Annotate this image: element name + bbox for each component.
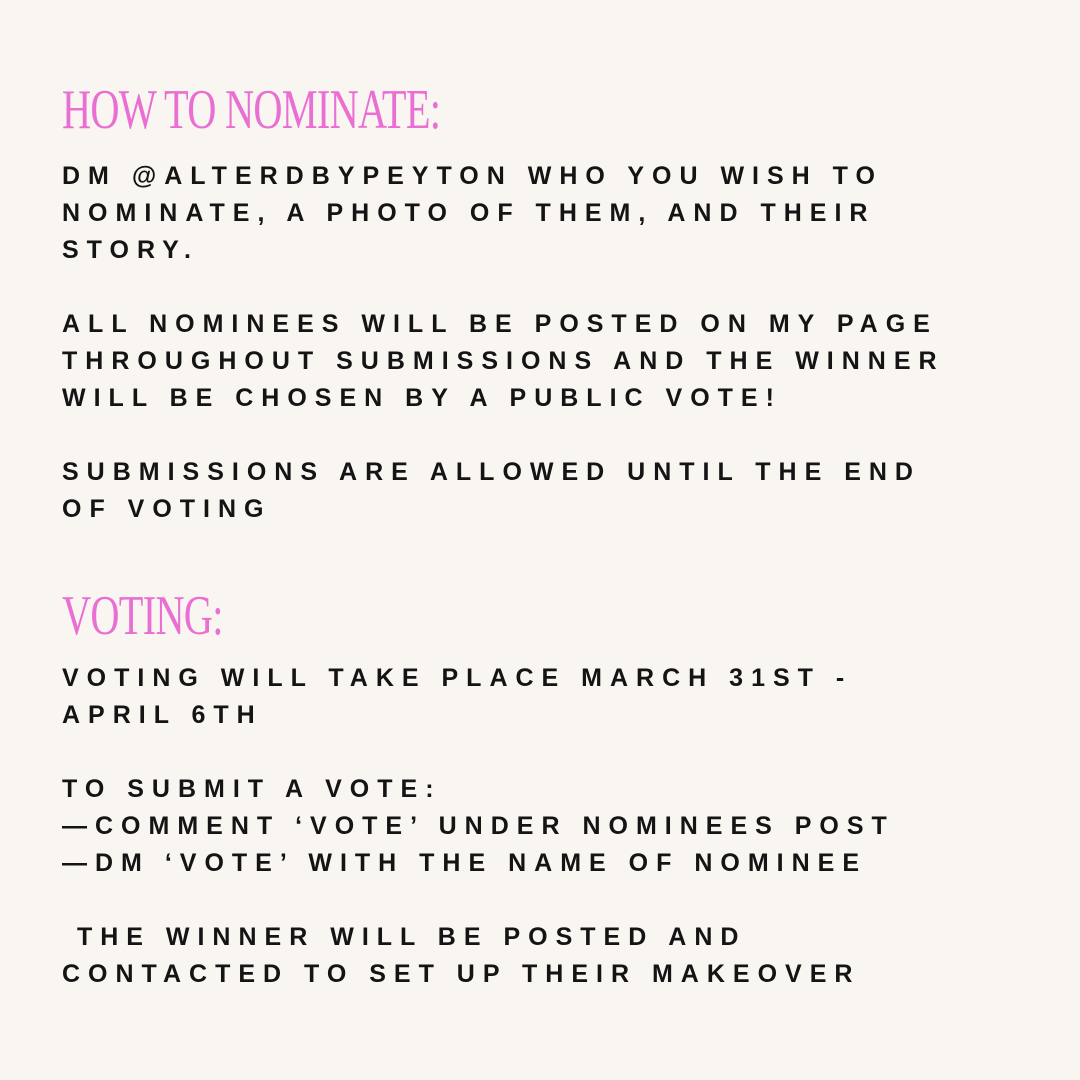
- submissions-deadline-line: OF VOTING: [62, 495, 272, 523]
- winner-announcement-line: THE WINNER WILL BE POSTED AND: [62, 923, 747, 951]
- submit-vote-line: —COMMENT ‘VOTE’ UNDER NOMINEES POST: [62, 812, 895, 840]
- nominate-instruction-line: NOMINATE, A PHOTO OF THEM, AND THEIR: [62, 199, 876, 227]
- voting-dates-line: VOTING WILL TAKE PLACE MARCH 31ST -: [62, 664, 853, 692]
- how-to-nominate-heading: HOW TO NOMINATE:: [62, 79, 441, 141]
- nominate-instruction-line: DM @ALTERDBYPEYTON WHO YOU WISH TO: [62, 162, 883, 190]
- voting-heading: VOTING:: [62, 585, 223, 647]
- submit-vote-line: —DM ‘VOTE’ WITH THE NAME OF NOMINEE: [62, 849, 867, 877]
- nominees-posted-line: WILL BE CHOSEN BY A PUBLIC VOTE!: [62, 384, 782, 412]
- nominees-posted-line: ALL NOMINEES WILL BE POSTED ON MY PAGE: [62, 310, 938, 338]
- submit-vote-line: TO SUBMIT A VOTE:: [62, 775, 442, 803]
- winner-announcement-line: CONTACTED TO SET UP THEIR MAKEOVER: [62, 960, 861, 988]
- submissions-deadline-line: SUBMISSIONS ARE ALLOWED UNTIL THE END: [62, 458, 921, 486]
- voting-dates-line: APRIL 6TH: [62, 701, 263, 729]
- nominees-posted-line: THROUGHOUT SUBMISSIONS AND THE WINNER: [62, 347, 945, 375]
- nominate-instruction-line: STORY.: [62, 236, 199, 264]
